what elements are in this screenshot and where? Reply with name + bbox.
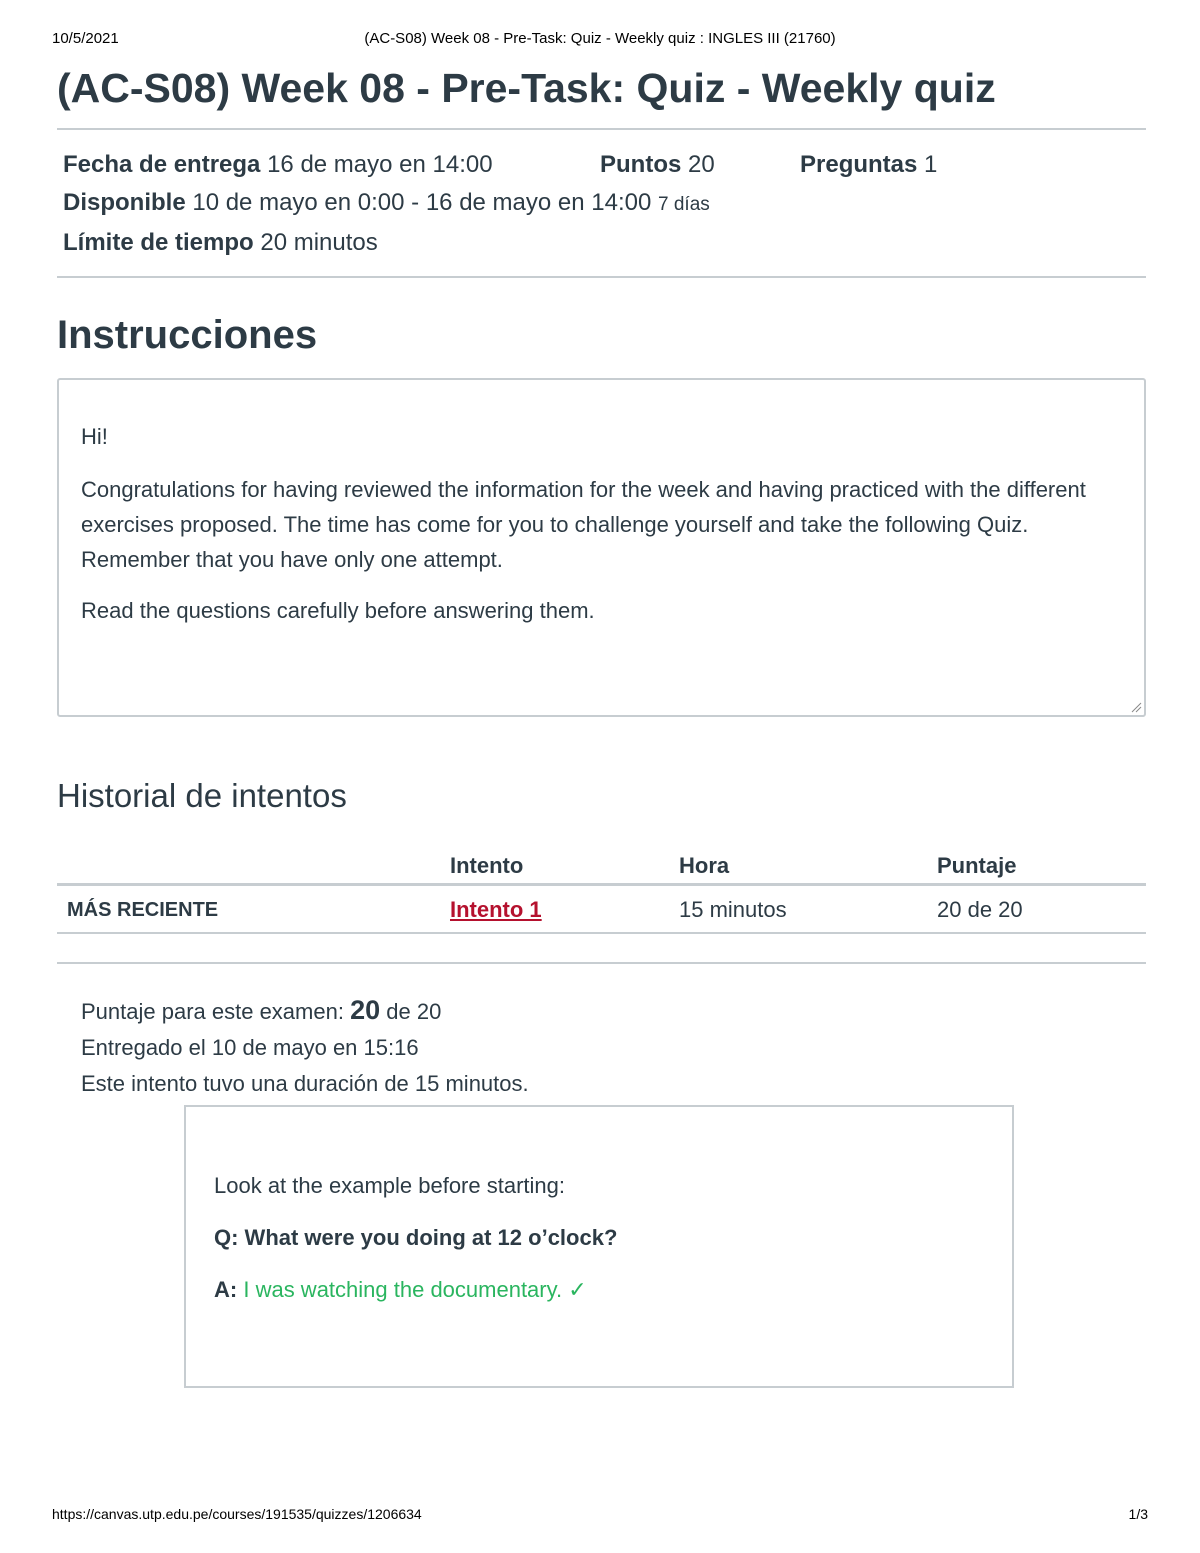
time-limit [63,224,1140,262]
questions-value: 1 [924,151,938,178]
due-label: Fecha de entrega [63,151,261,178]
page-number: 1/3 [1128,1506,1148,1522]
divider [57,276,1146,278]
attempt-cell [440,885,669,934]
available-value: 10 de mayo en 0:00 - 16 de mayo en 14:00 [192,189,652,216]
example-intro: Look at the example before starting: [214,1173,565,1198]
answer-prefix: A: [214,1277,238,1302]
duration-line: Este intento tuvo una duración de 15 minutos. [81,1071,529,1096]
print-page-title: (AC-S08) Week 08 - Pre-Task: Quiz - Weekly quiz : INGLES III (21760) [364,30,836,47]
column-header: Puntaje [927,847,1146,885]
instructions-box[interactable] [57,378,1146,717]
resize-grip-icon[interactable] [1130,701,1142,713]
due-value: 16 de mayo en 14:00 [267,151,493,178]
column-header [57,847,440,885]
quiz-content [57,62,1146,1102]
questions [800,146,937,184]
quiz-details [57,130,1146,276]
instructions-heading: Instrucciones [57,313,318,357]
available-days: 7 días [658,194,710,215]
attempt-summary [57,992,1146,1102]
score-prefix: Puntaje para este examen: [81,999,344,1024]
score-value: 20 [350,995,381,1025]
divider [57,962,1146,964]
column-header: Intento [440,847,669,885]
submitted-line: Entregado el 10 de mayo en 15:16 [81,1035,419,1060]
instructions-paragraph: Read the questions carefully before answering them. [81,598,595,623]
time-limit-label: Límite de tiempo [63,229,254,256]
attempt-time: 15 minutos [669,885,927,934]
example-answer [214,1275,984,1305]
score-line [81,992,1146,1030]
due-date [63,146,600,184]
instructions-paragraph: Congratulations for having reviewed the information for the week and having practiced with the different exercises proposed. The time has come for you to challenge yourself and take the following Quiz. Remember that you have only one attempt. [81,477,1086,572]
print-footer [52,1506,1148,1526]
attempt-link[interactable]: Intento 1 [450,897,542,922]
history-heading: Historial de intentos [57,777,347,814]
time-limit-value: 20 minutos [260,229,378,256]
print-header [52,30,1148,50]
attempt-score: 20 de 20 [927,885,1146,934]
table-row [57,885,1146,934]
print-url: https://canvas.utp.edu.pe/courses/191535/quizzes/1206634 [52,1506,422,1522]
table-header-row [57,847,1146,885]
answer-text: I was watching the documentary. [243,1277,563,1302]
questions-label: Preguntas [800,151,918,178]
check-icon: ✓ [568,1277,587,1302]
score-suffix: de 20 [386,999,442,1024]
quiz-title: (AC-S08) Week 08 - Pre-Task: Quiz - Weekly quiz [57,65,996,111]
points-value: 20 [688,151,715,178]
print-date: 10/5/2021 [52,30,119,47]
points [600,146,800,184]
example-box [184,1105,1014,1388]
availability [63,184,1140,224]
column-header: Hora [669,847,927,885]
attempt-recent-label: MÁS RECIENTE [57,885,440,934]
instructions-greeting: Hi! [81,424,108,449]
points-label: Puntos [600,151,682,178]
example-question: Q: What were you doing at 12 o’clock? [214,1225,618,1250]
available-label: Disponible [63,189,186,216]
attempts-table [57,847,1146,934]
